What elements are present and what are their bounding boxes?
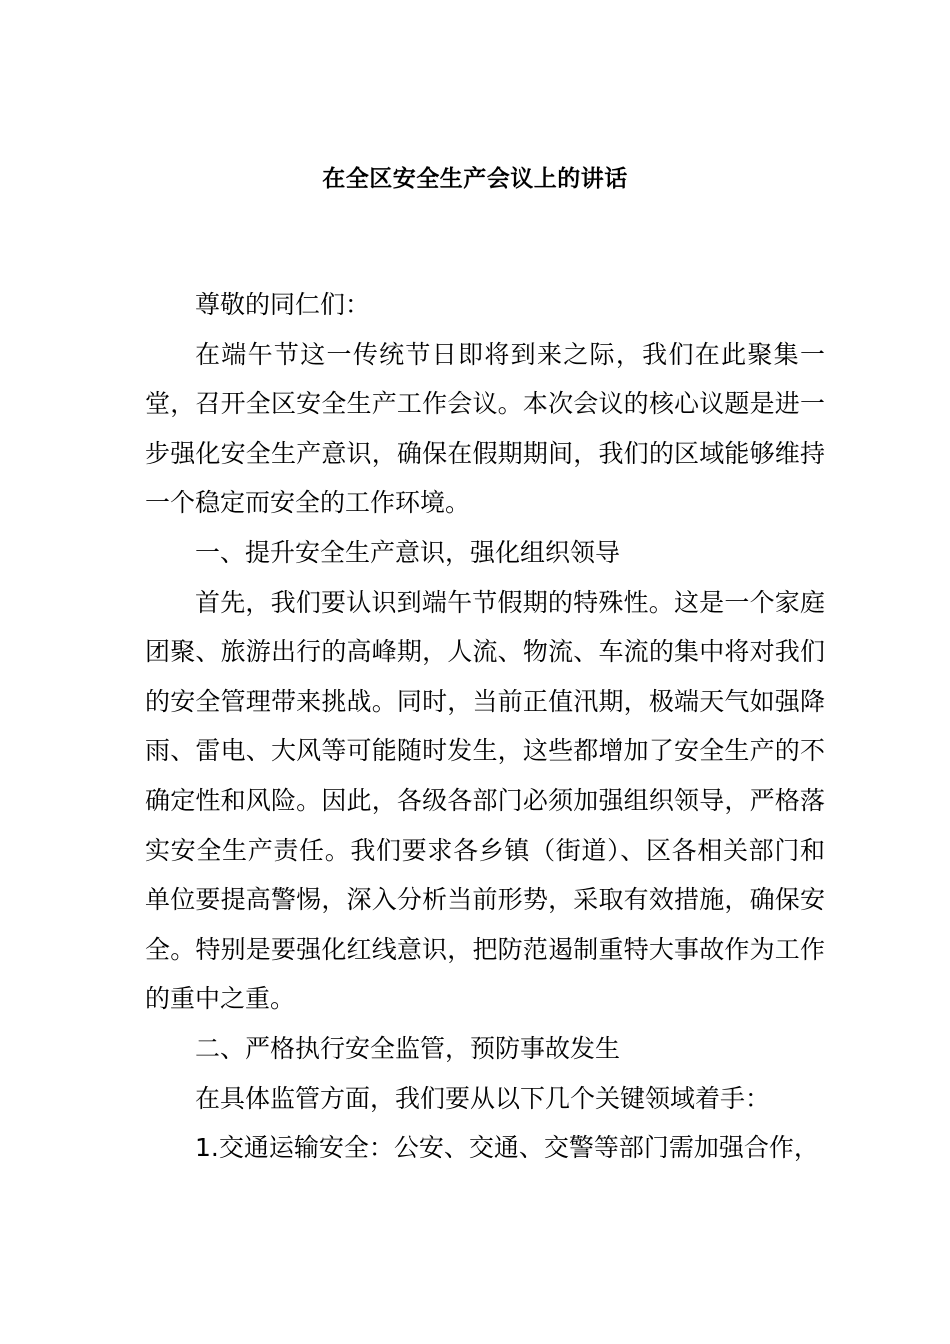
salutation: 尊敬的同仁们： [195,290,371,319]
list-item-1: 1.交通运输安全：公安、交通、交警等部门需加强合作， [195,1133,819,1163]
section-heading-1: 一、提升安全生产意识，强化组织领导 [195,537,621,567]
paragraph-section-1: 首先，我们要认识到端午节假期的特殊性。这是一个家庭团聚、旅游出行的高峰期，人流、物流、车流的集中将对我们的安全管理带来挑战。同时，当前正值汛期，极端天气如强降雨、雷电、大风等可能随时发生，这些都增加了安全生产的不确定性和风险。因此，各级各部门必须加强组织领导，严格落实安全生产责任。我们要求各乡镇（街道）、区各相关部门和单位要提高警惕，深入分析当前形势，采取有效措施，确保安全。特别是要强化红线意识，把防范遏制重特大事故作为工作的重中之重。 [145,587,825,1014]
document-title: 在全区安全生产会议上的讲话 [322,166,628,192]
document-body [145,280,825,1173]
paragraph-section-2-intro: 在具体监管方面，我们要从以下几个关键领域着手： [195,1083,771,1113]
section-heading-2: 二、严格执行安全监管，预防事故发生 [195,1033,621,1063]
paragraph-intro: 在端午节这一传统节日即将到来之际，我们在此聚集一堂，召开全区安全生产工作会议。本次会议的核心议题是进一步强化安全生产意识，确保在假期期间，我们的区域能够维持一个稳定而安全的工作环境。 [145,339,825,518]
